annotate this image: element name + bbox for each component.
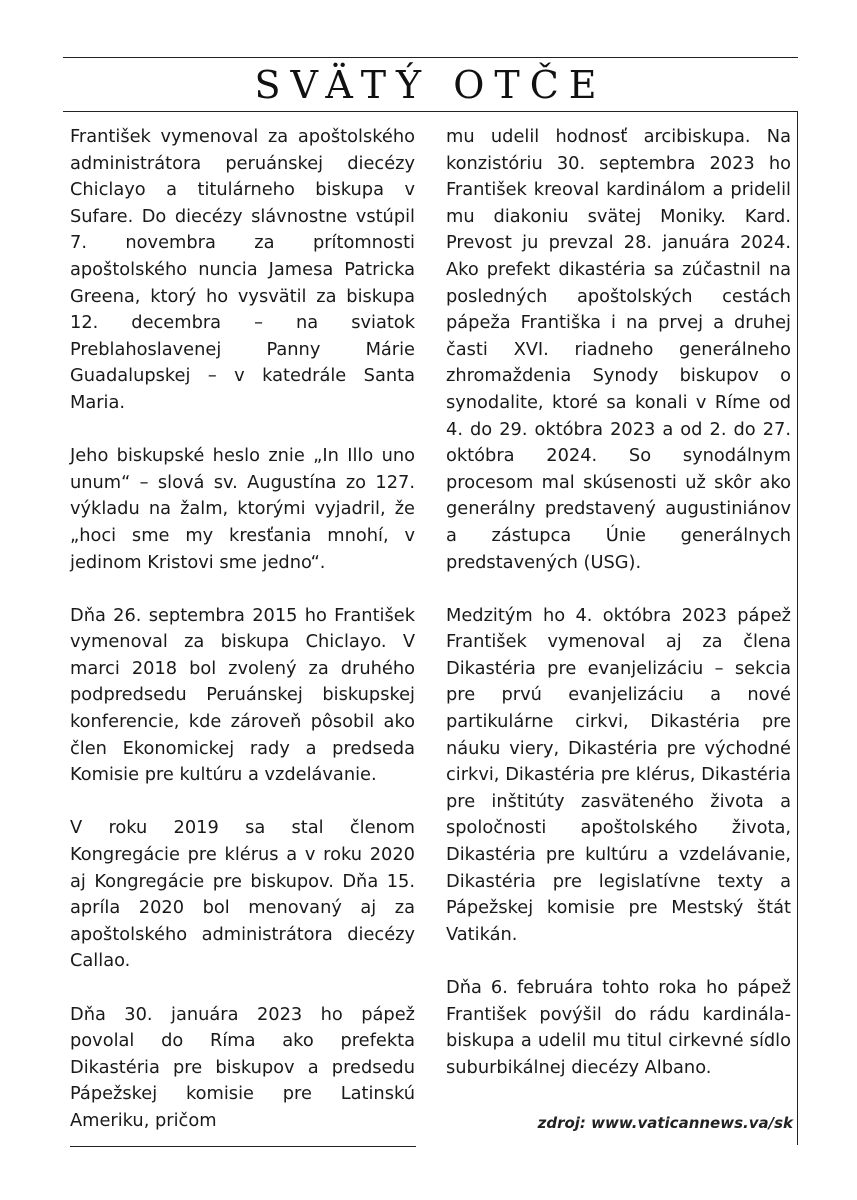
paragraph: Dňa 6. februára tohto roka ho pápež František povýšil do rádu kardinála-biskupa a udelil mu titul cirkevné sídlo suburbikálnej diecézy Albano.: [446, 977, 791, 1078]
source-credit: zdroj: www.vaticannews.va/sk: [537, 1114, 793, 1132]
header-rule: [63, 111, 798, 112]
paragraph: Jeho biskupské heslo znie „In Illo uno unum“ – slová sv. Augustína zo 127. výkladu na žalm, ktorými vyjadril, že „hoci sme my kresťania mnohí, v jedinom Kristovi sme jedno“.: [70, 445, 415, 573]
bottom-rule: [70, 1146, 416, 1147]
paragraph: Dňa 26. septembra 2015 ho František vymenoval za biskupa Chiclayo. V marci 2018 bol zvolený za druhého podpredsedu Peruánskej biskupskej konferencie, kde zároveň pôsobil ako člen Ekonomickej rady a predseda Komisie pre kultúru a vzdelávanie.: [70, 604, 415, 786]
left-column: [70, 124, 415, 1135]
paragraph: V roku 2019 sa stal členom Kongregácie pre klérus a v roku 2020 aj Kongregácie pre biskupov. Dňa 15. apríla 2020 bol menovaný aj za apoštolského administrátora diecézy Callao.: [70, 817, 415, 972]
paragraph: Dňa 30. januára 2023 ho pápež povolal do Ríma ako prefekta Dikastéria pre biskupov a predsedu Pápežskej komisie pre Latinskú Ameriku, pričom: [70, 1003, 415, 1131]
right-column: [446, 124, 791, 1081]
top-rule: [63, 57, 798, 58]
paragraph: mu udelil hodnosť arcibiskupa. Na konzistóriu 30. septembra 2023 ho František kreoval kardinálom a pridelil mu diakoniu svätej Moniky. Kard. Prevost ju prevzal 28. januára 2024. Ako prefekt dikastéria sa zúčastnil na posledných apoštolských cestách pápeža Františka i na prvej a druhej časti XVI. riadneho generálneho zhromaždenia Synody biskupov o synodalite, ktoré sa konali v Ríme od 4. do 29. októbra 2023 a od 2. do 27. októbra 2024. So synodálnym procesom mal skúsenosti už skôr ako generálny predstavený augustiniánov a zástupca Únie generálnych predstavených (USG).: [446, 126, 791, 573]
paragraph: František vymenoval za apoštolského administrátora peruánskej diecézy Chiclayo a titulárneho biskupa v Sufare. Do diecézy slávnostne vstúpil 7. novembra za prítomnosti apoštolského nuncia Jamesa Patricka Greena, ktorý ho vysvätil za biskupa 12. decembra – na sviatok Preblahoslavenej Panny Márie Guadalupskej – v katedrále Santa Maria.: [70, 126, 415, 413]
page-title: SVÄTÝ OTČE: [254, 63, 607, 107]
right-vertical-rule: [797, 112, 798, 1145]
paragraph: Medzitým ho 4. októbra 2023 pápež František vymenoval aj za člena Dikastéria pre evanjelizáciu – sekcia pre prvú evanjelizáciu a nové partikulárne cirkvi, Dikastéria pre náuku viery, Dikastéria pre východné cirkvi, Dikastéria pre klérus, Dikastéria pre inštitúty zasväteného života a spoločnosti apoštolského života, Dikastéria pre kultúru a vzdelávanie, Dikastéria pre legislatívne texty a Pápežskej komisie pre Mestský štát Vatikán.: [446, 604, 791, 945]
